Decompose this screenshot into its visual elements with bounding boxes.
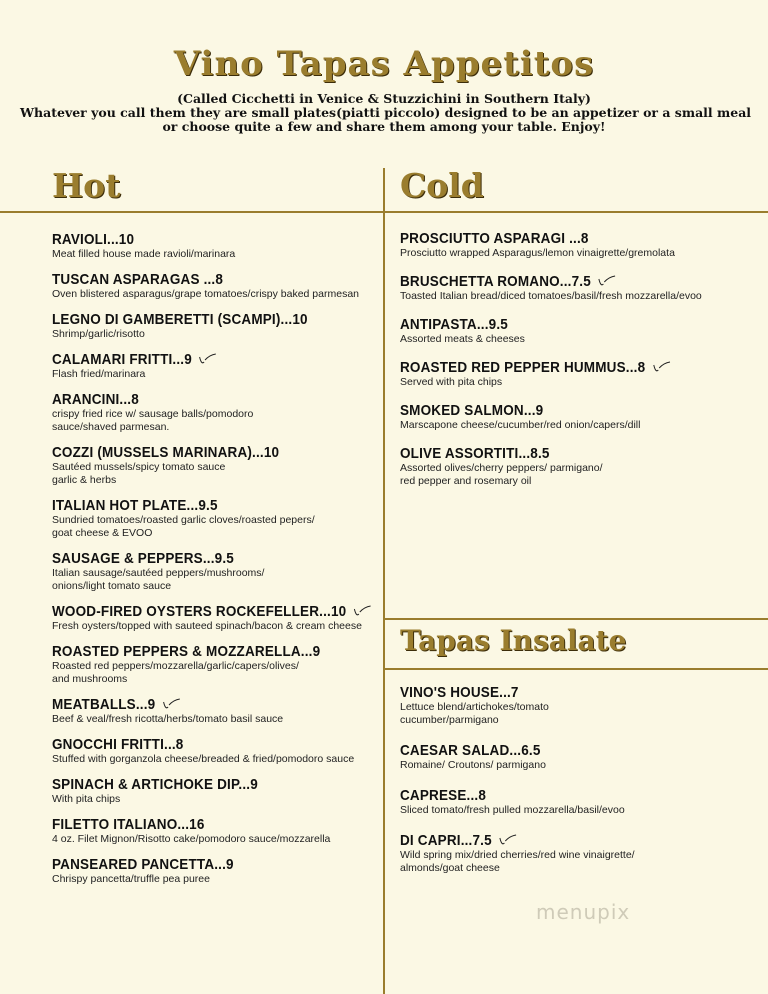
menu-item (52, 696, 377, 726)
intro-line: (Called Cicchetti in Venice & Stuzzichini in Southern Italy) (177, 91, 591, 106)
item-name (400, 273, 724, 290)
item-name (52, 311, 345, 328)
item-name-text: ITALIAN HOT PLATE...9.5 (52, 497, 218, 514)
menu-item (400, 402, 760, 432)
item-name-text: ROASTED RED PEPPER HUMMUS...8 (400, 359, 646, 376)
item-name-text: VINO'S HOUSE...7 (400, 684, 519, 701)
item-name-text: BRUSCHETTA ROMANO...7.5 (400, 273, 591, 290)
wine-pairing-icon (497, 834, 517, 848)
menu-item (400, 787, 760, 817)
item-description: Beef & veal/fresh ricotta/herbs/tomato basil sauce (52, 713, 284, 725)
menu-item (52, 271, 377, 301)
menu-item (400, 742, 760, 772)
item-name-text: ROASTED PEPPERS & MOZZARELLA...9 (52, 643, 321, 660)
menu-item (400, 832, 760, 875)
menu-item (52, 603, 377, 633)
item-name-text: RAVIOLI...10 (52, 231, 135, 248)
divider-cold-bottom (383, 618, 768, 620)
item-description: Wild spring mix/dried cherries/red wine vinaigrette/ (400, 849, 635, 861)
item-description: 4 oz. Filet Mignon/Risotto cake/pomodoro sauce/mozzarella (52, 833, 331, 845)
item-name-text: PROSCIUTTO ASPARAGI ...8 (400, 230, 589, 247)
item-description: Stuffed with gorganzola cheese/breaded & fried/pomodoro sauce (52, 753, 355, 765)
item-name-text: FILETTO ITALIANO...16 (52, 816, 205, 833)
intro-line: Whatever you call them they are small plates(piatti piccolo) designed to be an appetizer or a small meal (20, 105, 752, 120)
item-description: Meat filled house made ravioli/marinara (52, 248, 236, 260)
item-description: Sundried tomatoes/roasted garlic cloves/roasted pepers/ (52, 514, 315, 526)
item-name (400, 832, 724, 849)
item-name-text: ARANCINI...8 (52, 391, 139, 408)
item-name-text: OLIVE ASSORTITI...8.5 (400, 445, 550, 462)
item-name-text: PANSEARED PANCETTA...9 (52, 856, 234, 873)
menu-item (52, 736, 377, 766)
item-name (52, 856, 345, 873)
menu-item (52, 351, 377, 381)
menu-item (52, 550, 377, 593)
menu-title: Vino Tapas Appetitos (173, 44, 595, 84)
item-description: cucumber/parmigano (400, 714, 499, 726)
item-name (400, 359, 724, 376)
item-name (400, 742, 724, 759)
item-name-text: CAESAR SALAD...6.5 (400, 742, 541, 759)
item-name-text: SPINACH & ARTICHOKE DIP...9 (52, 776, 258, 793)
menu-item (400, 445, 760, 488)
item-name (52, 231, 345, 248)
item-name (52, 736, 345, 753)
item-name (52, 776, 345, 793)
item-description: Sautéed mussels/spicy tomato sauce (52, 461, 226, 473)
item-description: crispy fried rice w/ sausage balls/pomodoro (52, 408, 254, 420)
item-description: Served with pita chips (400, 376, 503, 388)
item-description: Sliced tomato/fresh pulled mozzarella/basil/evoo (400, 804, 625, 816)
menu-item (52, 444, 377, 487)
menu-item (400, 273, 760, 303)
item-description: Lettuce blend/artichokes/tomato (400, 701, 549, 713)
item-description: Oven blistered asparagus/grape tomatoes/crispy baked parmesan (52, 288, 360, 300)
item-name (52, 696, 345, 713)
insalate-heading: Tapas Insalate (400, 624, 627, 657)
item-name-text: SAUSAGE & PEPPERS...9.5 (52, 550, 234, 567)
item-name-text: CAPRESE...8 (400, 787, 487, 804)
item-description: Roasted red peppers/mozzarella/garlic/capers/olives/ (52, 660, 299, 672)
menu-item (52, 497, 377, 540)
item-description: and mushrooms (52, 673, 128, 685)
item-description: Italian sausage/sautéed peppers/mushrooms/ (52, 567, 265, 579)
item-description: sauce/shaved parmesan. (52, 421, 170, 433)
item-description: almonds/goat cheese (400, 862, 500, 874)
item-name (52, 391, 345, 408)
item-name-text: MEATBALLS...9 (52, 696, 156, 713)
item-name (400, 402, 724, 419)
item-description: Shrimp/garlic/risotto (52, 328, 145, 340)
wine-pairing-icon (596, 275, 616, 289)
cold-heading: Cold (400, 166, 484, 205)
menu-item (400, 230, 760, 260)
item-name (400, 445, 724, 462)
intro-line: or choose quite a few and share them among your table. Enjoy! (162, 119, 606, 134)
wine-pairing-icon (197, 353, 217, 367)
divider-insalate-top (383, 668, 768, 670)
menu-item (52, 231, 377, 261)
item-name-text: TUSCAN ASPARAGAS ...8 (52, 271, 224, 288)
item-name (52, 603, 345, 620)
item-description: Toasted Italian bread/diced tomatoes/basil/fresh mozzarella/evoo (400, 290, 702, 302)
item-description: red pepper and rosemary oil (400, 475, 532, 487)
menu-item (400, 316, 760, 346)
item-description: garlic & herbs (52, 474, 117, 486)
item-description: Romaine/ Croutons/ parmigano (400, 759, 546, 771)
cold-items (400, 230, 760, 501)
item-name (52, 271, 345, 288)
item-description: onions/light tomato sauce (52, 580, 172, 592)
menu-item (52, 391, 377, 434)
item-name (52, 816, 345, 833)
item-description: Marscapone cheese/cucumber/red onion/capers/dill (400, 419, 641, 431)
item-name (52, 351, 345, 368)
hot-heading: Hot (52, 166, 121, 205)
item-name (400, 684, 724, 701)
item-description: Flash fried/marinara (52, 368, 146, 380)
item-name-text: DI CAPRI...7.5 (400, 832, 492, 849)
watermark: menupix (536, 900, 631, 924)
item-name (52, 643, 345, 660)
menu-item (52, 856, 377, 886)
item-name-text: SMOKED SALMON...9 (400, 402, 544, 419)
wine-pairing-icon (352, 605, 372, 619)
item-description: With pita chips (52, 793, 121, 805)
item-name (52, 550, 345, 567)
item-description: Fresh oysters/topped with sauteed spinach/bacon & cream cheese (52, 620, 362, 632)
menu-intro (20, 91, 752, 134)
menu-item (52, 776, 377, 806)
menu-item (400, 684, 760, 727)
item-description: Assorted olives/cherry peppers/ parmigano/ (400, 462, 603, 474)
menu-item (52, 816, 377, 846)
item-name (52, 497, 345, 514)
item-name-text: ANTIPASTA...9.5 (400, 316, 508, 333)
item-name-text: COZZI (MUSSELS MARINARA)...10 (52, 444, 280, 461)
item-name-text: LEGNO DI GAMBERETTI (SCAMPI)...10 (52, 311, 308, 328)
item-name (400, 316, 724, 333)
item-name (52, 444, 345, 461)
menu-item (400, 359, 760, 389)
item-description: Prosciutto wrapped Asparagus/lemon vinaigrette/gremolata (400, 247, 675, 259)
item-name-text: CALAMARI FRITTI...9 (52, 351, 192, 368)
item-description: Assorted meats & cheeses (400, 333, 525, 345)
item-name (400, 787, 724, 804)
item-name-text: WOOD-FIRED OYSTERS ROCKEFELLER...10 (52, 603, 347, 620)
hot-items (52, 231, 377, 896)
divider-vertical (383, 168, 385, 994)
item-description: goat cheese & EVOO (52, 527, 153, 539)
item-name-text: GNOCCHI FRITTI...8 (52, 736, 184, 753)
menu-item (52, 311, 377, 341)
item-name (400, 230, 724, 247)
wine-pairing-icon (161, 698, 181, 712)
item-description: Chrispy pancetta/truffle pea puree (52, 873, 210, 885)
menu-item (52, 643, 377, 686)
insalate-items (400, 684, 760, 890)
wine-pairing-icon (651, 361, 671, 375)
